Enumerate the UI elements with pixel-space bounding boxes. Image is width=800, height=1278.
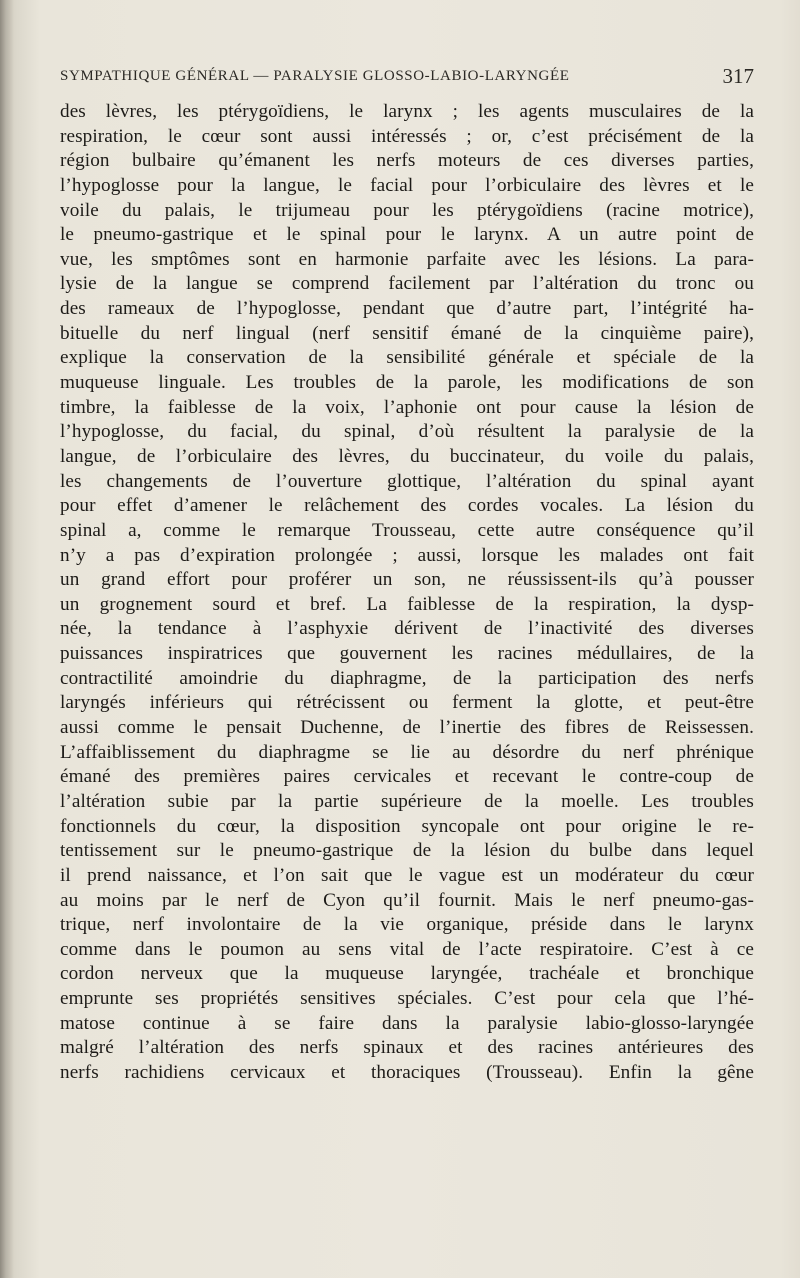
text-line: l’altération subie par la partie supérieure de la moelle. Les troubles [60, 790, 754, 812]
text-line: n’y a pas d’expiration prolongée ; aussi, lorsque les malades ont fait [60, 544, 754, 566]
text-line: née, la tendance à l’asphyxie dérivent de l’inactivité des diverses [60, 618, 754, 640]
text-line: des rameaux de l’hypoglosse, pendant que d’autre part, l’intégrité ha- [60, 298, 754, 320]
text-line: au moins par le nerf de Cyon qu’il fournit. Mais le nerf pneumo-gas- [60, 889, 754, 911]
text-line: pour effet d’amener le relâchement des cordes vocales. La lésion du [60, 495, 754, 517]
text-line: comme dans le poumon au sens vital de l’acte respiratoire. C’est à ce [60, 938, 754, 960]
text-line: explique la conservation de la sensibilité générale et spéciale de la [60, 347, 754, 369]
running-head [60, 64, 754, 90]
text-line: voile du palais, le trijumeau pour les ptérygoïdiens (racine motrice), [60, 199, 754, 221]
text-line: le pneumo-gastrique et le spinal pour le larynx. A un autre point de [60, 224, 754, 246]
text-line: aussi comme le pensait Duchenne, de l’inertie des fibres de Reissessen. [60, 717, 754, 739]
text-line: nerfs rachidiens cervicaux et thoraciques (Trousseau). Enfin la gêne [60, 1061, 754, 1083]
text-line: vue, les smptômes sont en harmonie parfaite avec les lésions. La para- [60, 248, 754, 270]
text-line: puissances inspiratrices que gouvernent les racines médullaires, de la [60, 643, 754, 665]
text-line: cordon nerveux que la muqueuse laryngée, trachéale et bronchique [60, 963, 754, 985]
text-line: timbre, la faiblesse de la voix, l’aphonie ont pour cause la lésion de [60, 396, 754, 418]
text-line: laryngés inférieurs qui rétrécissent ou ferment la glotte, et peut-être [60, 692, 754, 714]
text-line: un grognement sourd et bref. La faiblesse de la respiration, la dysp- [60, 593, 754, 615]
text-line: l’hypoglosse pour la langue, le facial pour l’orbiculaire des lèvres et le [60, 174, 754, 196]
body-paragraph [60, 100, 754, 1086]
text-line: des lèvres, les ptérygoïdiens, le larynx ; les agents musculaires de la [60, 101, 754, 122]
text-line: lysie de la langue se comprend facilement par l’altération du tronc ou [60, 273, 754, 295]
text-line: malgré l’altération des nerfs spinaux et des racines antérieures des [60, 1037, 754, 1059]
text-line: les changements de l’ouverture glottique, l’altération du spinal ayant [60, 470, 754, 492]
text-line: un grand effort pour proférer un son, ne réussissent-ils qu’à pousser [60, 569, 754, 591]
text-line: langue, de l’orbiculaire des lèvres, du buccinateur, du voile du palais, [60, 445, 754, 467]
text-line: il prend naissance, et l’on sait que le vague est un modérateur du cœur [60, 864, 754, 886]
text-line: fonctionnels du cœur, la disposition syncopale ont pour origine le re- [60, 815, 754, 837]
text-line: région bulbaire qu’émanent les nerfs moteurs de ces diverses parties, [60, 150, 754, 172]
text-line: trique, nerf involontaire de la vie organique, préside dans le larynx [60, 914, 754, 936]
text-line: muqueuse linguale. Les troubles de la parole, les modifications de son [60, 372, 754, 394]
text-line: L’affaiblissement du diaphragme se lie au désordre du nerf phrénique [60, 741, 754, 763]
text-line: contractilité amoindrie du diaphragme, de la participation des nerfs [60, 667, 754, 689]
binding-gutter-shadow [0, 0, 14, 1278]
text-line: émané des premières paires cervicales et recevant le contre-coup de [60, 766, 754, 788]
text-line: matose continue à se faire dans la paralysie labio-glosso-laryngée [60, 1012, 754, 1034]
text-line: spinal a, comme le remarque Trousseau, cette autre conséquence qu’il [60, 519, 754, 541]
text-line: l’hypoglosse, du facial, du spinal, d’où résultent la paralysie de la [60, 421, 754, 443]
text-line: emprunte ses propriétés sensitives spéciales. C’est pour cela que l’hé- [60, 988, 754, 1010]
running-head-title: SYMPATHIQUE GÉNÉRAL — PARALYSIE GLOSSO-LABIO-LARYNGÉE [60, 68, 570, 84]
page-number: 317 [722, 64, 754, 88]
text-line: bituelle du nerf lingual (nerf sensitif émané de la cinquième paire), [60, 322, 754, 344]
text-line: tentissement sur le pneumo-gastrique de la lésion du bulbe dans lequel [60, 840, 754, 862]
text-line: respiration, le cœur sont aussi intéressés ; or, c’est précisément de la [60, 125, 754, 147]
